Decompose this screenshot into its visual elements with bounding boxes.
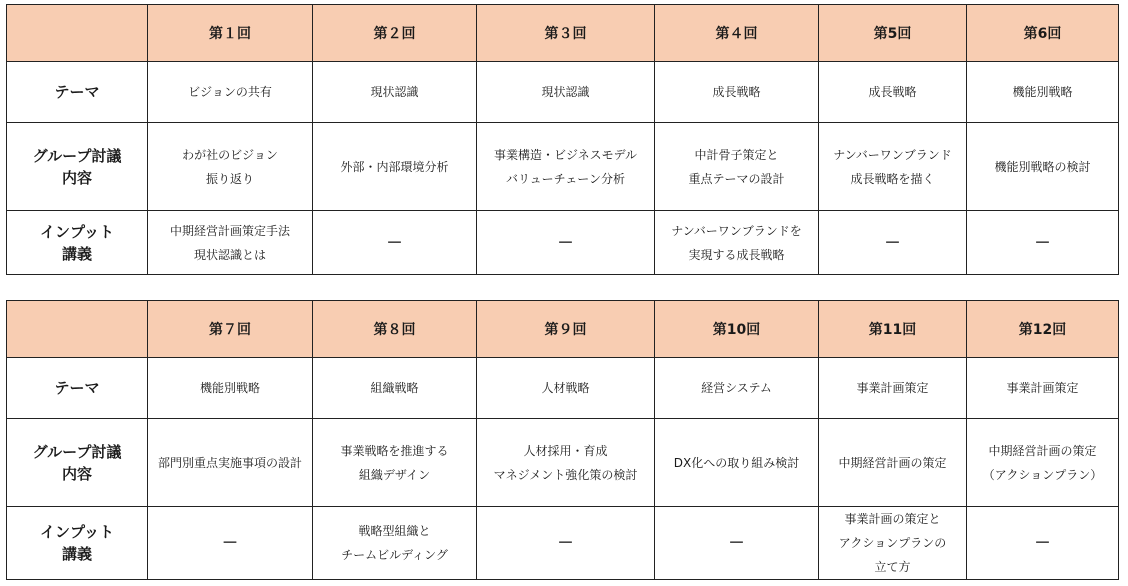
theme-cell: 事業計画策定 bbox=[819, 358, 967, 419]
discussion-cell: 中期経営計画の策定 bbox=[819, 419, 967, 507]
discussion-cell: 事業構造・ビジネスモデル バリューチェーン分析 bbox=[477, 123, 655, 211]
lecture-cell: － bbox=[148, 507, 313, 580]
lecture-cell: ナンバーワンブランドを 実現する成長戦略 bbox=[655, 211, 819, 275]
theme-cell: 機能別戦略 bbox=[967, 62, 1119, 123]
theme-cell: 人材戦略 bbox=[477, 358, 655, 419]
lecture-cell: － bbox=[967, 211, 1119, 275]
session-header: 第４回 bbox=[655, 5, 819, 62]
theme-cell: 成長戦略 bbox=[655, 62, 819, 123]
lecture-cell: － bbox=[313, 211, 477, 275]
lecture-cell: － bbox=[967, 507, 1119, 580]
session-header: 第5回 bbox=[819, 5, 967, 62]
lecture-cell: 戦略型組織と チームビルディング bbox=[313, 507, 477, 580]
theme-cell: 経営システム bbox=[655, 358, 819, 419]
session-header: 第10回 bbox=[655, 301, 819, 358]
header-row bbox=[7, 301, 1119, 358]
row-label-discussion: グループ討議 内容 bbox=[7, 419, 148, 507]
discussion-cell: 部門別重点実施事項の設計 bbox=[148, 419, 313, 507]
session-table-1 bbox=[6, 4, 1119, 275]
discussion-cell: 中計骨子策定と 重点テーマの設計 bbox=[655, 123, 819, 211]
lecture-cell: － bbox=[819, 211, 967, 275]
row-label-lecture: インプット 講義 bbox=[7, 507, 148, 580]
session-header: 第３回 bbox=[477, 5, 655, 62]
session-header: 第７回 bbox=[148, 301, 313, 358]
row-label-lecture: インプット 講義 bbox=[7, 211, 148, 275]
discussion-cell: DX化への取り組み検討 bbox=[655, 419, 819, 507]
session-header: 第6回 bbox=[967, 5, 1119, 62]
theme-row bbox=[7, 358, 1119, 419]
corner-cell bbox=[7, 301, 148, 358]
lecture-cell: 事業計画の策定と アクションプランの 立て方 bbox=[819, 507, 967, 580]
theme-row bbox=[7, 62, 1119, 123]
theme-cell: ビジョンの共有 bbox=[148, 62, 313, 123]
header-row bbox=[7, 5, 1119, 62]
session-header: 第11回 bbox=[819, 301, 967, 358]
lecture-cell: － bbox=[655, 507, 819, 580]
lecture-cell: 中期経営計画策定手法 現状認識とは bbox=[148, 211, 313, 275]
discussion-row bbox=[7, 419, 1119, 507]
discussion-cell: 外部・内部環境分析 bbox=[313, 123, 477, 211]
theme-cell: 現状認識 bbox=[477, 62, 655, 123]
lecture-cell: － bbox=[477, 211, 655, 275]
theme-cell: 現状認識 bbox=[313, 62, 477, 123]
row-label-theme: テーマ bbox=[7, 62, 148, 123]
row-label-discussion: グループ討議 内容 bbox=[7, 123, 148, 211]
discussion-cell: 人材採用・育成 マネジメント強化策の検討 bbox=[477, 419, 655, 507]
session-header: 第２回 bbox=[313, 5, 477, 62]
lecture-row bbox=[7, 507, 1119, 580]
lecture-row bbox=[7, 211, 1119, 275]
lecture-cell: － bbox=[477, 507, 655, 580]
discussion-cell: 中期経営計画の策定 （アクションプラン） bbox=[967, 419, 1119, 507]
discussion-cell: ナンバーワンブランド 成長戦略を描く bbox=[819, 123, 967, 211]
session-header: 第９回 bbox=[477, 301, 655, 358]
theme-cell: 機能別戦略 bbox=[148, 358, 313, 419]
session-header: 第８回 bbox=[313, 301, 477, 358]
discussion-cell: 機能別戦略の検討 bbox=[967, 123, 1119, 211]
discussion-row bbox=[7, 123, 1119, 211]
discussion-cell: わが社のビジョン 振り返り bbox=[148, 123, 313, 211]
row-label-theme: テーマ bbox=[7, 358, 148, 419]
corner-cell bbox=[7, 5, 148, 62]
theme-cell: 成長戦略 bbox=[819, 62, 967, 123]
theme-cell: 組織戦略 bbox=[313, 358, 477, 419]
session-header: 第１回 bbox=[148, 5, 313, 62]
theme-cell: 事業計画策定 bbox=[967, 358, 1119, 419]
session-header: 第12回 bbox=[967, 301, 1119, 358]
discussion-cell: 事業戦略を推進する 組織デザイン bbox=[313, 419, 477, 507]
session-table-2 bbox=[6, 300, 1119, 580]
